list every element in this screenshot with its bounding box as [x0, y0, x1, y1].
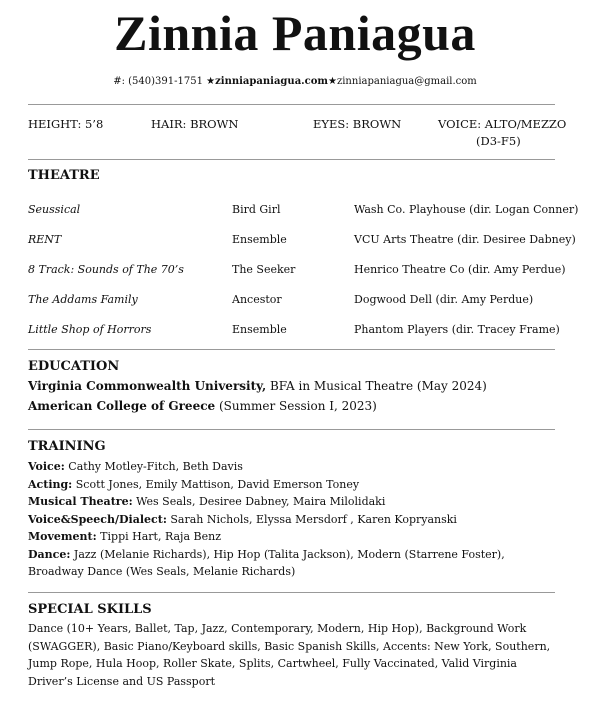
credit-role: The Seeker	[232, 263, 296, 276]
stat-voice-notes: (D3-F5)	[476, 134, 521, 148]
phone-number: #: (540)391-1751	[113, 76, 203, 87]
credit-show: The Addams Family	[28, 293, 138, 306]
skills-text: Dance (10+ Years, Ballet, Tap, Jazz, Contemporary, Modern, Hip Hop), Background Work (SWAGGER), Basic Piano/Keyboard skills, Basic Spanish Skills, Accents: New York, Southern, Jump Rope, Hula Hoop, Roller Skate, Splits, Cartwheel, Fully Vaccinated, Valid Virginia Driver’s License and US Passport	[28, 622, 551, 688]
training-label: Acting:	[28, 477, 73, 491]
degree-detail: BFA in Musical Theatre (May 2024)	[266, 379, 487, 393]
stat-height: HEIGHT: 5’8	[28, 117, 104, 131]
training-label: Musical Theatre:	[28, 495, 133, 508]
training-item	[28, 528, 558, 546]
training-value: Wes Seals, Desiree Dabney, Maira Milolidaki	[132, 495, 386, 508]
divider	[28, 159, 555, 160]
training-label: Movement:	[28, 530, 97, 543]
school-name: American College of Greece	[28, 399, 216, 413]
education-entry	[28, 378, 487, 396]
theatre-heading: THEATRE	[28, 168, 100, 183]
training-value: Scott Jones, Emily Mattison, David Emerson Toney	[72, 477, 360, 491]
training-label: Dance:	[28, 547, 71, 561]
star-icon: ★	[206, 76, 216, 87]
credit-role: Bird Girl	[232, 203, 281, 216]
credit-show: Little Shop of Horrors	[28, 323, 152, 336]
program-detail: (Summer Session I, 2023)	[215, 399, 377, 413]
training-list	[28, 458, 558, 581]
training-label: Voice&Speech/Dialect:	[28, 512, 167, 526]
credit-show: RENT	[28, 233, 62, 246]
stat-eyes: EYES: BROWN	[313, 117, 402, 131]
email-link[interactable]: zinniapaniagua@gmail.com	[336, 76, 477, 87]
credit-venue: Phantom Players (dir. Tracey Frame)	[354, 323, 560, 336]
training-value: Sarah Nichols, Elyssa Mersdorf , Karen Kopryanski	[166, 512, 457, 526]
stat-voice-range: VOICE: ALTO/MEZZO	[438, 117, 567, 131]
training-item	[28, 458, 558, 476]
star-icon: ★	[328, 76, 337, 87]
training-value: Tippi Hart, Raja Benz	[96, 530, 221, 543]
credit-venue: Henrico Theatre Co (dir. Amy Perdue)	[354, 263, 566, 276]
credit-venue: VCU Arts Theatre (dir. Desiree Dabney)	[354, 233, 576, 246]
divider	[28, 349, 555, 350]
website-link[interactable]: zinniapaniagua.com	[215, 76, 328, 87]
divider	[28, 104, 555, 105]
stat-voice	[438, 116, 566, 150]
credit-show: Seussical	[28, 203, 81, 216]
credit-venue: Wash Co. Playhouse (dir. Logan Conner)	[354, 203, 579, 216]
training-heading: TRAINING	[28, 439, 106, 454]
training-item	[28, 511, 558, 529]
credit-role: Ensemble	[232, 233, 287, 246]
credit-role: Ancestor	[232, 293, 282, 306]
credit-role: Ensemble	[232, 323, 287, 336]
school-name: Virginia Commonwealth University,	[28, 379, 267, 393]
resume-name: Zinnia Paniagua	[114, 5, 476, 61]
skills-heading: SPECIAL SKILLS	[28, 602, 152, 617]
training-label: Voice:	[28, 460, 65, 473]
training-item	[28, 493, 558, 511]
credit-venue: Dogwood Dell (dir. Amy Perdue)	[354, 293, 534, 306]
training-item	[28, 546, 558, 581]
training-value: Cathy Motley-Fitch, Beth Davis	[64, 460, 243, 473]
divider	[28, 592, 555, 593]
training-value: Jazz (Melanie Richards), Hip Hop (Talita Jackson), Modern (Starrene Foster), Broadway Dance (Wes Seals, Melanie Richards)	[28, 547, 505, 578]
education-heading: EDUCATION	[28, 359, 120, 374]
training-item	[28, 476, 558, 494]
contact-line	[0, 76, 590, 87]
credit-show: 8 Track: Sounds of The 70’s	[28, 263, 184, 276]
education-entry	[28, 398, 377, 416]
stat-hair: HAIR: BROWN	[151, 117, 239, 131]
divider	[28, 429, 555, 430]
